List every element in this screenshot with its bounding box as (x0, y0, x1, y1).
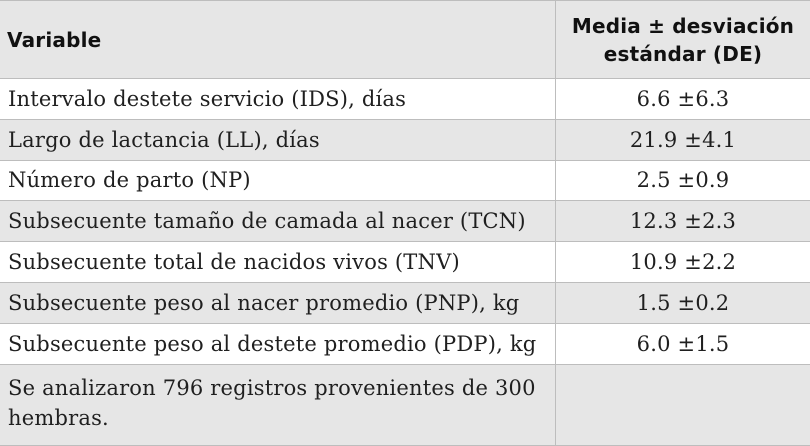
table-row (0, 323, 810, 364)
row-value: 2.5 ±0.9 (636, 168, 730, 193)
row-label: Subsecuente peso al nacer promedio (PNP), kg (0, 283, 556, 323)
header-mean-sd-line1: Media ± desviación (571, 13, 795, 38)
table-row (0, 119, 810, 160)
row-label: Subsecuente tamaño de camada al nacer (TCN) (0, 201, 556, 241)
row-label: Intervalo destete servicio (IDS), días (0, 79, 556, 119)
row-value: 10.9 ±2.2 (629, 250, 737, 275)
table-row (0, 200, 810, 241)
row-label: Número de parto (NP) (0, 161, 556, 201)
row-value: 21.9 ±4.1 (629, 127, 737, 152)
row-value: 6.0 ±1.5 (636, 331, 730, 356)
table-footnote-row (0, 364, 810, 446)
footnote-empty-cell (556, 365, 810, 445)
table-row (0, 78, 810, 119)
footnote-text: Se analizaron 796 registros provenientes de 300 hembras. (0, 365, 556, 445)
table-header-row (0, 0, 810, 78)
row-value: 12.3 ±2.3 (629, 209, 737, 234)
row-label: Subsecuente peso al destete promedio (PDP), kg (0, 324, 556, 364)
header-mean-sd (556, 1, 810, 78)
header-mean-sd-line2: estándar (DE) (603, 41, 763, 66)
row-label: Subsecuente total de nacidos vivos (TNV) (0, 242, 556, 282)
row-label: Largo de lactancia (LL), días (0, 120, 556, 160)
table-row (0, 241, 810, 282)
header-variable: Variable (0, 1, 556, 78)
row-value: 6.6 ±6.3 (636, 86, 730, 111)
table-row (0, 160, 810, 201)
table-row (0, 282, 810, 323)
row-value: 1.5 ±0.2 (636, 290, 730, 315)
